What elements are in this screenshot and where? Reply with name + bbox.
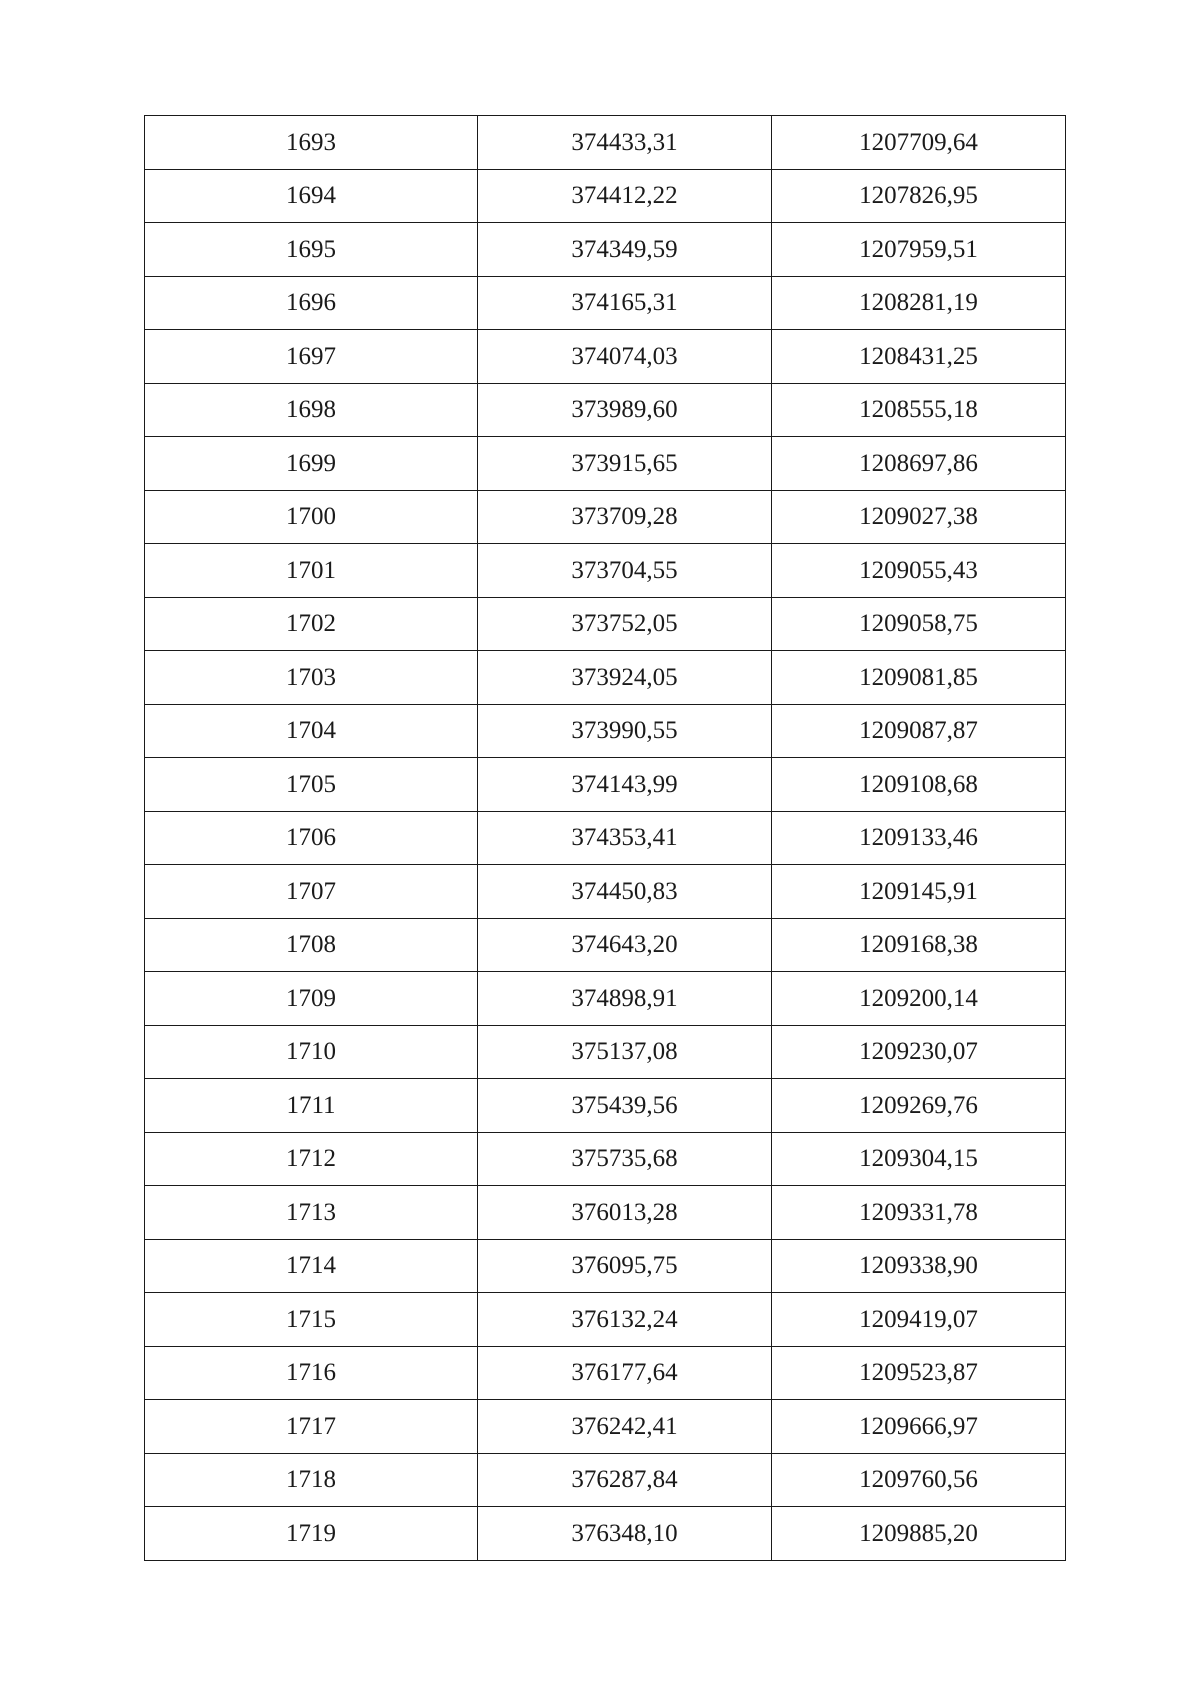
- point-number-cell: 1705: [145, 758, 478, 812]
- table-row: [145, 1507, 1066, 1561]
- y-coordinate-cell: 1209145,91: [772, 865, 1066, 919]
- table-row: [145, 116, 1066, 170]
- table-row: [145, 1453, 1066, 1507]
- y-coordinate-cell: 1208555,18: [772, 383, 1066, 437]
- y-coordinate-cell: 1209304,15: [772, 1132, 1066, 1186]
- x-coordinate-cell: 374349,59: [478, 223, 772, 277]
- point-number-cell: 1707: [145, 865, 478, 919]
- point-number-cell: 1714: [145, 1239, 478, 1293]
- table-row: [145, 330, 1066, 384]
- point-number-cell: 1711: [145, 1079, 478, 1133]
- y-coordinate-cell: 1209087,87: [772, 704, 1066, 758]
- x-coordinate-cell: 375735,68: [478, 1132, 772, 1186]
- y-coordinate-cell: 1209269,76: [772, 1079, 1066, 1133]
- point-number-cell: 1702: [145, 597, 478, 651]
- table-row: [145, 758, 1066, 812]
- table-row: [145, 1025, 1066, 1079]
- x-coordinate-cell: 373709,28: [478, 490, 772, 544]
- table-row: [145, 1132, 1066, 1186]
- y-coordinate-cell: 1209666,97: [772, 1400, 1066, 1454]
- x-coordinate-cell: 376132,24: [478, 1293, 772, 1347]
- x-coordinate-cell: 373989,60: [478, 383, 772, 437]
- table-row: [145, 437, 1066, 491]
- point-number-cell: 1712: [145, 1132, 478, 1186]
- y-coordinate-cell: 1209760,56: [772, 1453, 1066, 1507]
- table-row: [145, 1400, 1066, 1454]
- table-row: [145, 1346, 1066, 1400]
- x-coordinate-cell: 376287,84: [478, 1453, 772, 1507]
- y-coordinate-cell: 1209419,07: [772, 1293, 1066, 1347]
- y-coordinate-cell: 1207826,95: [772, 169, 1066, 223]
- y-coordinate-cell: 1209055,43: [772, 544, 1066, 598]
- point-number-cell: 1700: [145, 490, 478, 544]
- x-coordinate-cell: 374165,31: [478, 276, 772, 330]
- table-row: [145, 597, 1066, 651]
- table-row: [145, 490, 1066, 544]
- point-number-cell: 1703: [145, 651, 478, 705]
- y-coordinate-cell: 1209338,90: [772, 1239, 1066, 1293]
- table-row: [145, 544, 1066, 598]
- table-row: [145, 1079, 1066, 1133]
- point-number-cell: 1697: [145, 330, 478, 384]
- x-coordinate-cell: 374450,83: [478, 865, 772, 919]
- x-coordinate-cell: 375439,56: [478, 1079, 772, 1133]
- table-row: [145, 651, 1066, 705]
- table-row: [145, 972, 1066, 1026]
- x-coordinate-cell: 374898,91: [478, 972, 772, 1026]
- table-row: [145, 1293, 1066, 1347]
- y-coordinate-cell: 1209058,75: [772, 597, 1066, 651]
- table-row: [145, 918, 1066, 972]
- point-number-cell: 1718: [145, 1453, 478, 1507]
- point-number-cell: 1693: [145, 116, 478, 170]
- x-coordinate-cell: 373704,55: [478, 544, 772, 598]
- point-number-cell: 1708: [145, 918, 478, 972]
- table-row: [145, 704, 1066, 758]
- point-number-cell: 1719: [145, 1507, 478, 1561]
- table-row: [145, 169, 1066, 223]
- y-coordinate-cell: 1209108,68: [772, 758, 1066, 812]
- table-row: [145, 223, 1066, 277]
- point-number-cell: 1695: [145, 223, 478, 277]
- point-number-cell: 1704: [145, 704, 478, 758]
- y-coordinate-cell: 1207709,64: [772, 116, 1066, 170]
- table-row: [145, 1239, 1066, 1293]
- table-row: [145, 276, 1066, 330]
- coordinates-table-body: [145, 116, 1066, 1561]
- x-coordinate-cell: 376242,41: [478, 1400, 772, 1454]
- coordinates-table: [144, 115, 1066, 1561]
- x-coordinate-cell: 374412,22: [478, 169, 772, 223]
- x-coordinate-cell: 373752,05: [478, 597, 772, 651]
- x-coordinate-cell: 374643,20: [478, 918, 772, 972]
- y-coordinate-cell: 1209027,38: [772, 490, 1066, 544]
- y-coordinate-cell: 1209331,78: [772, 1186, 1066, 1240]
- x-coordinate-cell: 373990,55: [478, 704, 772, 758]
- y-coordinate-cell: 1208431,25: [772, 330, 1066, 384]
- x-coordinate-cell: 376013,28: [478, 1186, 772, 1240]
- table-row: [145, 865, 1066, 919]
- x-coordinate-cell: 375137,08: [478, 1025, 772, 1079]
- y-coordinate-cell: 1209230,07: [772, 1025, 1066, 1079]
- x-coordinate-cell: 374433,31: [478, 116, 772, 170]
- point-number-cell: 1694: [145, 169, 478, 223]
- y-coordinate-cell: 1209168,38: [772, 918, 1066, 972]
- point-number-cell: 1710: [145, 1025, 478, 1079]
- point-number-cell: 1716: [145, 1346, 478, 1400]
- y-coordinate-cell: 1208697,86: [772, 437, 1066, 491]
- x-coordinate-cell: 376095,75: [478, 1239, 772, 1293]
- y-coordinate-cell: 1209133,46: [772, 811, 1066, 865]
- x-coordinate-cell: 376348,10: [478, 1507, 772, 1561]
- point-number-cell: 1715: [145, 1293, 478, 1347]
- x-coordinate-cell: 374353,41: [478, 811, 772, 865]
- table-row: [145, 383, 1066, 437]
- point-number-cell: 1696: [145, 276, 478, 330]
- point-number-cell: 1717: [145, 1400, 478, 1454]
- point-number-cell: 1701: [145, 544, 478, 598]
- x-coordinate-cell: 376177,64: [478, 1346, 772, 1400]
- table-row: [145, 1186, 1066, 1240]
- x-coordinate-cell: 373924,05: [478, 651, 772, 705]
- y-coordinate-cell: 1209523,87: [772, 1346, 1066, 1400]
- point-number-cell: 1713: [145, 1186, 478, 1240]
- table-row: [145, 811, 1066, 865]
- y-coordinate-cell: 1207959,51: [772, 223, 1066, 277]
- point-number-cell: 1699: [145, 437, 478, 491]
- x-coordinate-cell: 374074,03: [478, 330, 772, 384]
- y-coordinate-cell: 1208281,19: [772, 276, 1066, 330]
- point-number-cell: 1706: [145, 811, 478, 865]
- x-coordinate-cell: 374143,99: [478, 758, 772, 812]
- x-coordinate-cell: 373915,65: [478, 437, 772, 491]
- point-number-cell: 1709: [145, 972, 478, 1026]
- y-coordinate-cell: 1209081,85: [772, 651, 1066, 705]
- y-coordinate-cell: 1209200,14: [772, 972, 1066, 1026]
- point-number-cell: 1698: [145, 383, 478, 437]
- y-coordinate-cell: 1209885,20: [772, 1507, 1066, 1561]
